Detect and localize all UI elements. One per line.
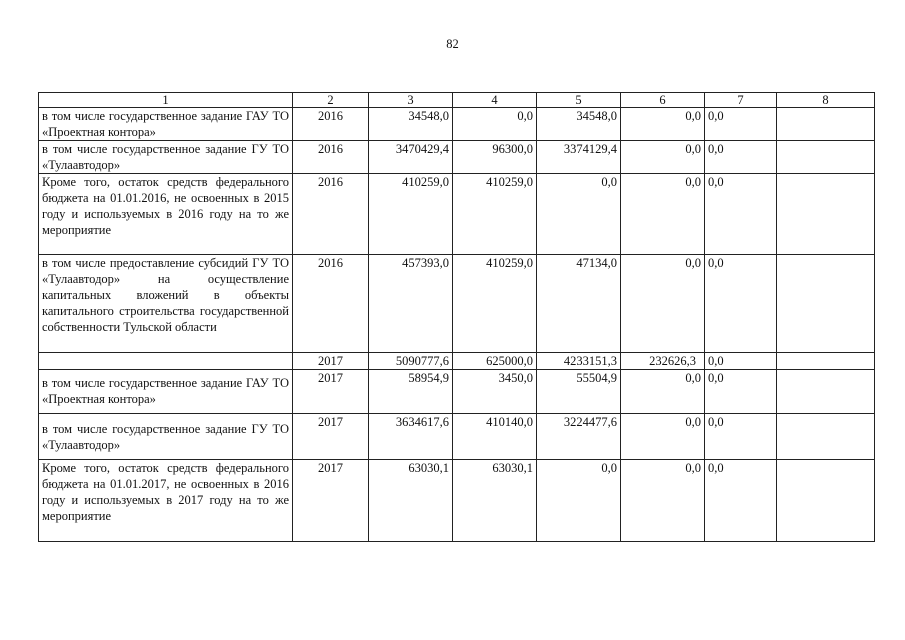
- cell-col5: 3224477,6: [537, 414, 621, 460]
- cell-col8: [777, 370, 875, 414]
- row-year: 2017: [293, 370, 369, 414]
- column-header: 6: [621, 93, 705, 108]
- column-header: 1: [39, 93, 293, 108]
- cell-col3: 34548,0: [369, 108, 453, 141]
- cell-col7: 0,0: [705, 460, 777, 542]
- cell-col5: 3374129,4: [537, 141, 621, 174]
- row-description: в том числе государственное задание ГАУ ТО «Проектная контора»: [39, 370, 293, 414]
- cell-col7: 0,0: [705, 353, 777, 370]
- cell-col8: [777, 174, 875, 255]
- table-row: [39, 108, 875, 141]
- table-row: [39, 460, 875, 542]
- cell-col5: 34548,0: [537, 108, 621, 141]
- column-header: 2: [293, 93, 369, 108]
- cell-col3: 3470429,4: [369, 141, 453, 174]
- cell-col6: 232626,3: [621, 353, 705, 370]
- page-number: 82: [446, 37, 459, 51]
- cell-col5: 47134,0: [537, 255, 621, 353]
- cell-col6: 0,0: [621, 414, 705, 460]
- cell-col7: 0,0: [705, 141, 777, 174]
- row-year: 2017: [293, 460, 369, 542]
- cell-col5: 4233151,3: [537, 353, 621, 370]
- row-description: Кроме того, остаток средств федерального бюджета на 01.01.2017, не освоенных в 2016 году и используемых в 2017 году на то же мероприятие: [39, 460, 293, 542]
- row-description: в том числе государственное задание ГАУ ТО «Проектная контора»: [39, 108, 293, 141]
- header-row: [39, 93, 875, 108]
- cell-col7: 0,0: [705, 174, 777, 255]
- row-description: в том числе предоставление субсидий ГУ ТО «Тулаавтодор» на осуществление капитальных вложений в объекты капитального строительства государственной собственности Тульской области: [39, 255, 293, 353]
- row-description: [39, 353, 293, 370]
- table-row: [39, 174, 875, 255]
- cell-col4: 410259,0: [453, 174, 537, 255]
- table-row: [39, 370, 875, 414]
- cell-col6: 0,0: [621, 460, 705, 542]
- cell-col7: 0,0: [705, 255, 777, 353]
- cell-col6: 0,0: [621, 174, 705, 255]
- cell-col4: 3450,0: [453, 370, 537, 414]
- row-description: в том числе государственное задание ГУ ТО «Тулаавтодор»: [39, 141, 293, 174]
- cell-col5: 0,0: [537, 460, 621, 542]
- row-year: 2016: [293, 174, 369, 255]
- cell-col8: [777, 414, 875, 460]
- table-row: [39, 255, 875, 353]
- row-year: 2016: [293, 141, 369, 174]
- cell-col5: 0,0: [537, 174, 621, 255]
- cell-col8: [777, 141, 875, 174]
- cell-col4: 410259,0: [453, 255, 537, 353]
- table-row: [39, 141, 875, 174]
- cell-col4: 63030,1: [453, 460, 537, 542]
- row-year: 2017: [293, 414, 369, 460]
- row-description: в том числе государственное задание ГУ ТО «Тулаавтодор»: [39, 414, 293, 460]
- cell-col3: 457393,0: [369, 255, 453, 353]
- column-header: 7: [705, 93, 777, 108]
- cell-col8: [777, 353, 875, 370]
- cell-col3: 58954,9: [369, 370, 453, 414]
- cell-col3: 63030,1: [369, 460, 453, 542]
- column-header: 5: [537, 93, 621, 108]
- column-header: 3: [369, 93, 453, 108]
- cell-col7: 0,0: [705, 414, 777, 460]
- cell-col7: 0,0: [705, 108, 777, 141]
- cell-col4: 625000,0: [453, 353, 537, 370]
- cell-col7: 0,0: [705, 370, 777, 414]
- budget-table: [38, 92, 875, 542]
- cell-col3: 5090777,6: [369, 353, 453, 370]
- cell-col8: [777, 460, 875, 542]
- cell-col3: 3634617,6: [369, 414, 453, 460]
- row-year: 2017: [293, 353, 369, 370]
- cell-col5: 55504,9: [537, 370, 621, 414]
- cell-col6: 0,0: [621, 141, 705, 174]
- cell-col4: 410140,0: [453, 414, 537, 460]
- column-header: 4: [453, 93, 537, 108]
- cell-col8: [777, 255, 875, 353]
- column-header: 8: [777, 93, 875, 108]
- cell-col4: 0,0: [453, 108, 537, 141]
- cell-col4: 96300,0: [453, 141, 537, 174]
- row-year: 2016: [293, 108, 369, 141]
- row-year: 2016: [293, 255, 369, 353]
- cell-col6: 0,0: [621, 255, 705, 353]
- row-description: Кроме того, остаток средств федерального бюджета на 01.01.2016, не освоенных в 2015 году и используемых в 2016 году на то же мероприятие: [39, 174, 293, 255]
- cell-col6: 0,0: [621, 370, 705, 414]
- table-row: [39, 414, 875, 460]
- cell-col6: 0,0: [621, 108, 705, 141]
- cell-col3: 410259,0: [369, 174, 453, 255]
- table-row: [39, 353, 875, 370]
- cell-col8: [777, 108, 875, 141]
